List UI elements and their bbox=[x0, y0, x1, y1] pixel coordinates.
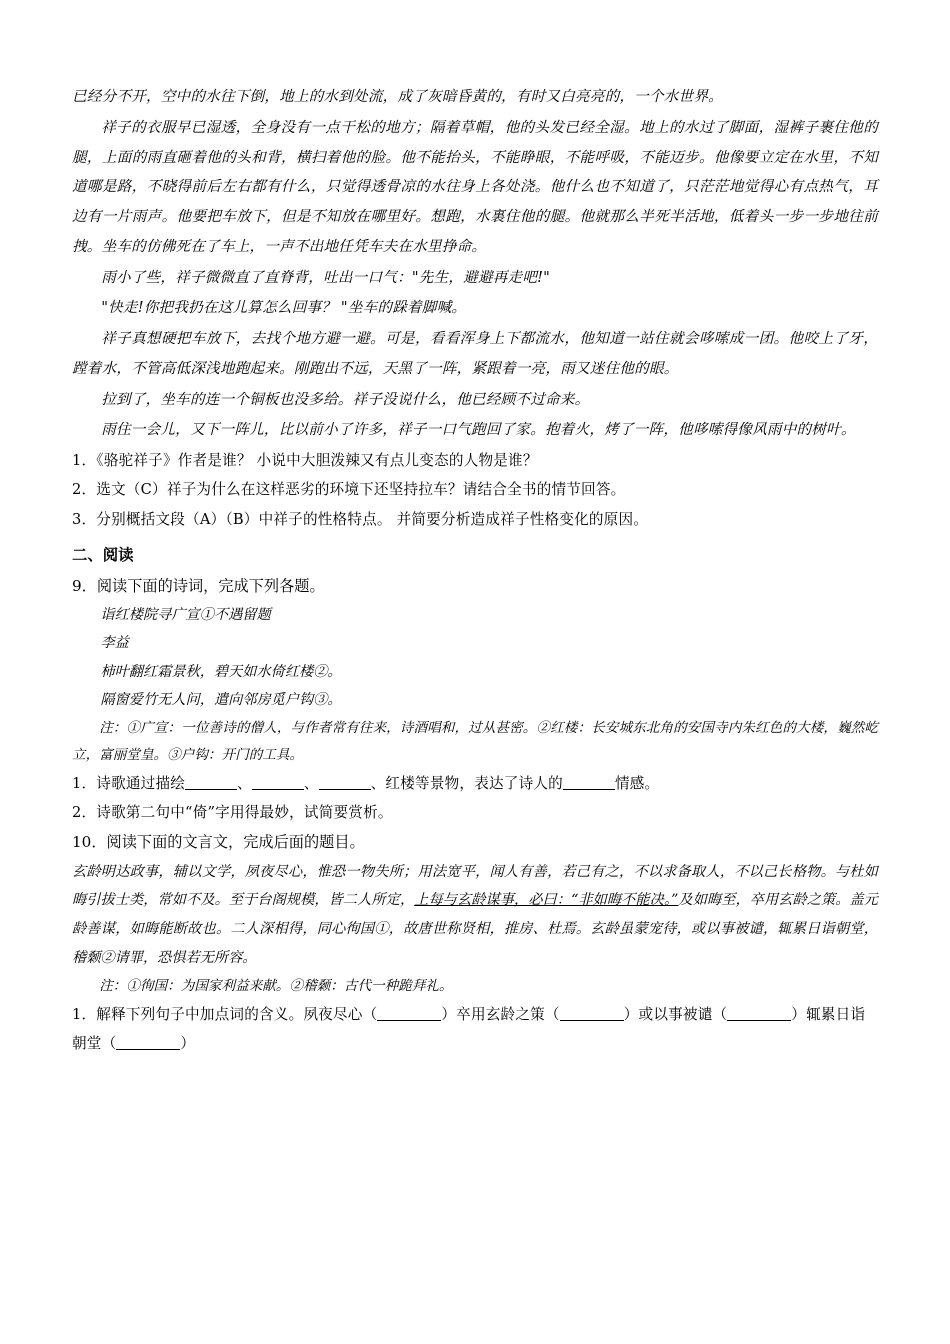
q9-sub1-suffix: 情感。 bbox=[614, 774, 660, 792]
poem-notes: 注：①广宣：一位善诗的僧人，与作者常有往来，诗酒唱和，过从甚密。②红楼：长安城东北角的安国寺内朱红色的大楼，巍然屹立，富丽堂皇。③户钩：开门的工具。 bbox=[72, 719, 878, 763]
passage-part-2: 及如晦至，卒用玄龄之策。盖元龄善谋，如晦能断故也。二人深相得，同心徇国①，故唐世称贤相，推房、杜焉。玄龄虽蒙宠待，或以事被谴，辄累日诣朝堂，稽颡②请罪，恐惧若无所容。 bbox=[72, 892, 878, 966]
paragraph-7: 雨住一会儿，又下一阵儿，比以前小了许多，祥子一口气跑回了家。抱着火，烤了一阵，他哆嗦得像风雨中的树叶。 bbox=[101, 421, 856, 439]
question-10-sub-1 bbox=[72, 1000, 878, 1058]
question-9-sub-2: 2．诗歌第二句中“倚”字用得最妙，试简要赏析。 bbox=[72, 804, 393, 822]
poem-line-2: 隔窗爱竹无人问，遣向邻房觅户钩③。 bbox=[100, 692, 342, 709]
answer-blank-5[interactable] bbox=[377, 1020, 441, 1021]
paragraph-4: "快走!你把我扔在这儿算怎么回事？ "坐车的跺着脚喊。 bbox=[101, 299, 467, 317]
poem-line-1: 柿叶翻红霜景秋，碧天如水倚红楼②。 bbox=[100, 663, 342, 680]
q10-sub1-p4: ）辄累日诣朝堂（ bbox=[72, 1005, 866, 1052]
q10-sub1-lead: 1．解释下列句子中加点词的含义。夙夜尽心（ bbox=[72, 1005, 378, 1023]
reading-question-3: 3．分别概括文段（A）（B）中祥子的性格特点。 并简要分析造成祥子性格变化的原因。 bbox=[72, 510, 649, 528]
q10-sub1-p3: ）或以事被谴（ bbox=[623, 1005, 728, 1023]
q9-sub1-mid3: 、红楼等景物，表达了诗人的 bbox=[370, 774, 563, 792]
q9-sub1-prefix: 1．诗歌通过描绘 bbox=[72, 774, 186, 792]
paragraph-3: 雨小了些，祥子微微直了直脊背，吐出一口气："先生，避避再走吧!" bbox=[101, 268, 551, 286]
poem-author: 李益 bbox=[100, 635, 129, 652]
paragraph-6: 拉到了，坐车的连一个铜板也没多给。祥子没说什么，他已经顾不过命来。 bbox=[101, 390, 590, 408]
answer-blank-2[interactable] bbox=[252, 789, 304, 790]
q10-sub1-end: ） bbox=[180, 1034, 196, 1052]
q10-sub1-p2: ）卒用玄龄之策（ bbox=[441, 1005, 560, 1023]
q9-sub1-mid1: 、 bbox=[237, 774, 252, 792]
poem-title bbox=[72, 601, 878, 629]
answer-blank-6[interactable] bbox=[560, 1020, 624, 1021]
passage-part-1: 玄龄明达政事，辅以文学，夙夜尽心，惟恐一物失所；用法宽平，闻人有善，若己有之，不以求备取人，不以己长格物。与杜如晦引拔士类，常如不及。至于台阁规模，皆二人所定， bbox=[72, 863, 878, 909]
question-9-stem: 9．阅读下面的诗词，完成下列各题。 bbox=[72, 576, 325, 595]
question-10-passage bbox=[72, 858, 878, 973]
question-10-notes: 注：①徇国：为国家利益来献。②稽颡：古代一种跪拜礼。 bbox=[99, 977, 453, 994]
answer-blank-4[interactable] bbox=[563, 789, 615, 790]
reading-question-1: 1．《骆驼祥子》作者是谁？ 小说中大胆泼辣又有点儿变态的人物是谁？ bbox=[72, 452, 538, 470]
paragraph-1: 已经分不开，空中的水往下倒，地上的水到处流，成了灰暗昏黄的，有时又白亮亮的，一个水世界。 bbox=[72, 88, 723, 105]
answer-blank-7[interactable] bbox=[727, 1020, 791, 1021]
paragraph-5: 祥子真想硬把车放下，去找个地方避一避。可是，看看浑身上下都流水，他知道一站住就会哆嗦成一团。他咬上了牙，蹚着水，不管高低深浅地跑起来。刚跑出不远，天黑了一阵，紧跟着一亮，雨又迷住他的眼。 bbox=[72, 330, 878, 377]
poem-title-text: 诣红楼院寻广宣①不遇留题 bbox=[100, 606, 271, 623]
passage-underlined: 上每与玄龄谋事，必曰：“非如晦不能决。” bbox=[414, 892, 679, 909]
section-heading: 二、阅读 bbox=[72, 545, 134, 564]
paragraph-2: 祥子的衣服早已湿透，全身没有一点干松的地方；隔着草帽，他的头发已经全湿。地上的水过了脚面，湿裤子裹住他的腿，上面的雨直砸着他的头和背，横扫着他的脸。他不能抬头，不能睁眼，不能呼吸，不能迈步。他像要立定在水里，不知道哪是路，不晓得前后左右都有什么，只觉得透骨凉的水往身上各处浇。他什么也不知道了，只茫茫地觉得心有点热气，耳边有一片雨声。他要把车放下，但是不知放在哪里好。想跑，水裏住他的腿。他就那么半死半活地，低着头一步一步地往前拽。坐车的仿佛死在了车上，一声不出地任凭车夫在水里挣命。 bbox=[72, 118, 878, 255]
q9-sub1-mid2: 、 bbox=[303, 774, 319, 792]
answer-blank-1[interactable] bbox=[185, 789, 237, 790]
question-9-sub-1 bbox=[72, 769, 878, 798]
reading-question-2: 2．选文（C）祥子为什么在这样恶劣的环境下还坚持拉车？请结合全书的情节回答。 bbox=[72, 481, 626, 499]
question-10-stem: 10．阅读下面的文言文，完成后面的题目。 bbox=[72, 833, 365, 852]
answer-blank-8[interactable] bbox=[116, 1049, 180, 1050]
answer-blank-3[interactable] bbox=[319, 789, 371, 790]
